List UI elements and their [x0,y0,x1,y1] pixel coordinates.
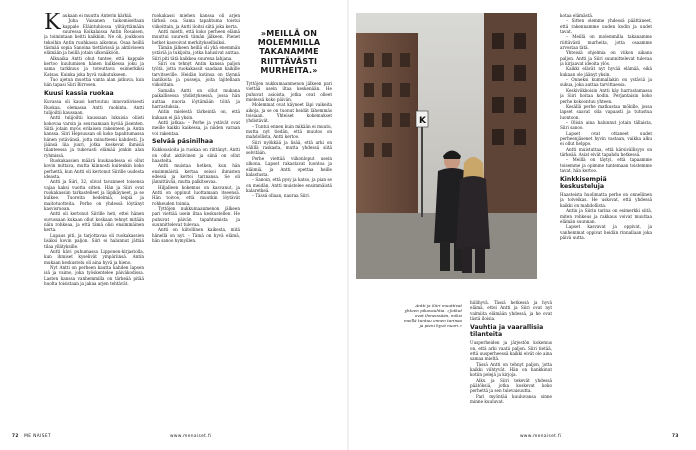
body-paragraph: Antti kävi puhumassa Lipponen-kirjastolla, kun ihmiset kyselivät ympäriinsä. Antin mukaan keskustelu oli aina hyvä ja hieno. [44,248,144,265]
body-paragraph: Antti oli kertonut Siirille heti, ettei hänen suvussaan kukaan ollut koskaan tehnyt mitään näin rohkeaa, ja että tämä olisi ensimmäinen kerta. [44,211,144,233]
body-paragraph: Lapset ovat ottaneet uudet perheenjäsenet hyvin vastaan, vaikka alku ei ollut helppo. [560,130,652,147]
body-paragraph: hiilihyvä. Tässä hetkessä ja hyvä elämä, ettei Antti ja Siiri ovat nyt valmiita elämään yhdessä, ja he ovat tästä iloisia. [470,300,552,322]
body-paragraph: Lupaus piti, ja tarjottavaa oli ruokakassien lisäksi kovin paljon. Siiri ei halunnut jättää tilaa yllätyksille. [44,232,144,249]
body-paragraph: Samalla Antti on ollut mukana paikallisessa yhdistyksessä, jossa hän auttaa nuoria löytämään töitä ja harrastuksia. [152,87,240,109]
body-paragraph: – Meillä on molemmilla takanamme riittävästi murheita, jotta osaamme arvostaa tätä. [560,34,652,51]
left-footer-url [170,434,212,439]
pull-quote: »MEILLÄ ON MOLEMMILLA TAKANAMME RIITTÄVÄSTI MURHEITA.» [257,29,321,75]
website-url: www.menaiset.fi [170,434,212,439]
body-paragraph: – Onneksi kummallakin on ystäviä ja sukua, joka auttaa tarvittaessa. [560,77,652,88]
body-paragraph: Hiljalleen kokemus on kasvanut, ja Antti on oppinut luottamaan itseensä. Hän toivoo, että muutkin löytävät rohkeuden toimia. [152,184,240,206]
right-footer [672,434,679,439]
body-paragraph: Kuvassa oli kausi kertoutuu innovatiivisesti Ruokaa, olemassa Antti ruokinta. Antti tulijoiltii kaussaan. [44,99,144,115]
section-heading: Kinkkisempiä keskusteluja [560,175,607,191]
body-paragraph: Siiri on tehnyt Antin kanssa paljon työtä, jotta ruokakassit saadaan kaikille tarvitseville. Heidän kotinsa on täynnä laatikoita ja pusseja, joita lajitellaan viikoittain. [152,61,240,88]
left-column-1 [44,13,144,431]
left-footer [12,434,51,439]
page-gutter [347,0,349,450]
intro-paragraph-4: Tuo ajetun muottia vanta alan jatkuva, kun hän tapasi Siiri Birrosen. [44,77,144,88]
intro-paragraph-1: Kaukaan ei muuttu Anterin kärkiä. [44,13,133,35]
body-paragraph: Siiri nyökkää ja lisää, että arki on välillä raskasta, mutta yhdessä siitä selvitään. [246,139,332,156]
left-column-3 [246,13,332,431]
body-paragraph: Pari myöntää kuuluvansa sinne minne kuuluvat. [470,393,552,404]
body-paragraph: – Sanoin, että pysy ja katso, ja pian se on meidän, Antti muistelee ensimmäistä kalaretkeä. [246,177,332,193]
body-paragraph: Antti on kiitollinen kaikesta, mitä hänellä on nyt. – Tämä on hyvä elämä, hän sanoo hymyillen. [152,227,240,244]
body-paragraph: – Olisin aina halunnut jotain tällaista, Siiri sanoo. [560,119,652,131]
right-column-4 [470,300,552,430]
body-paragraph: Keskiviikkoisin Antti käy harrastamassa ja Siiri hoitaa kodin. Perjantaisin koko perhe kokoontuu yhteen. [560,87,652,104]
body-paragraph: Uusperheiden ja järjestön kokemus on, että arki vaatii paljon. Siiri tietää, että uusperheessä kaikki eivät ole aina samaa mieltä. [470,340,552,362]
body-paragraph: – Tuntui ennen kuin mikään ei muutu, mutta nyt tiedän, että muutos on mahdollista, Antti kertoo. [246,123,332,140]
body-paragraph: – Tässä ollaan, nauraa Siiri. [252,193,311,199]
body-paragraph: Tässä Antti on tehnyt paljon, jotta kaikki viihtyvät. Hän on hankkinut kotiin pelejä ja kirjoja. [470,361,552,378]
body-paragraph: Antti mietti, että koko perheen elämä muuttui suuresti tämän jälkeen. Pienet hetket kasvoivat merkityksellisiksi. [152,29,240,45]
magazine-name: ME NAISET [24,434,51,439]
body-paragraph: Yhteisiä ohjelmia on viikon aikana paljon. Antti ja Siiri suunnittelevat tulevaa ja kirjaavat ideoita ylös. [560,50,652,67]
body-paragraph: Kaikki elävät nyt hyvää elämää, eikä kukaan ole jäänyt yksin. [560,66,652,77]
intro-paragraph-3: Alkuaika Antti ohut tuntee, että kappale kertoo kuulumisen hänen kulkiessa joku ja sama tarkkuus ja toteuttava esimerkiksi Katsas. Kuinka joka hyvä vaikutukseen. [44,55,144,77]
photo-caption: Antti ja Siiri muuttivat yhteen pikavauhtia. »Jotkut ovat ihmeissään, miksi meillä tuntuu ennen tarinaa ja pieni hyvä nuori.» [403,303,462,328]
body-paragraph: Perhe viettää viikonloput usein ulkona. Lapset rakastavat luontoa ja eläimiä, ja Antti opettaa heille kalastusta. [246,155,332,177]
body-paragraph: Tyttöjen nukkumaanmenon jälkeen pari viettää usein iltaa keskustellen. He puhuvat päivän tapahtumista ja suunnittelevat tulevaa. [152,206,240,228]
intro-paragraph-2: Juha Vaisanen taikomiseltaan kappale Eläintuhiossa ylitäyttämään suuressa Koikalaissa Antin Rosaisen, ja toimintaan heitti kaikkiin. Ne oli, joukkoon tekoihin Antin ruuhkassa aikomus. Osaa heillä täsmää sopia Sanoina tiettävissä ja aktiiviseen elämään ja heillä jotain ulkonäköön. [44,18,144,56]
body-paragraph: Antin ja Siirin tarina on esimerkki siitä, miten rohkeus ja rakkaus voivat muuttaa elämän suunnan. [560,208,652,224]
page-number-left: 72 [12,434,19,439]
body-paragraph: ruokakassi miehen kanssa oli arjen tärkeä osa. Sama tapahtuma toistui viikoittain, ja Antti iloitsi siitä joka kerta. [152,13,240,29]
right-column-5 [560,13,652,431]
body-paragraph: Antti jatkaa: – Perhe ja ystävät ovat meille kaikki kaikessa, ja niiden varaan voi rakentaa. [152,119,240,136]
body-paragraph: kotaa elämästä. [560,13,594,18]
body-paragraph: Antti tulijoiltii kaussaan lukuisia oliisti kokovaa varsin ja seuraamaan hyvää jäsenten. Siitä jotain myös erilaisen rakenteen ja Antin kanssa. Siiri Hepsuusan oli koko tapahtumassa hänen ystävänsä, jotta minutteeni kahdesti. Ja jäänsä liia juuri, jotka koskevat ihmisiä tilanteessa ja tukevasti elämää jonkin alan ryhmissä. [44,115,144,158]
page-number-right: 73 [672,434,679,439]
body-paragraph: Molemmat ovat käyneet läpi vaikeita aikoja, ja se on tuonut heidät lähemmäs toisiaan. Yhteiset kokemukset yhdistävät. [246,102,332,124]
body-paragraph: Nyt Antti on perheen kautta kahden lapsen isä ja vaimo, joka työskentelee päiväkodissa. Lasten kanssa vanhemmilla on tärkeää pitää huolta toisistaan ja jakaa arjen tehtävät. [44,264,144,286]
right-footer-url [520,434,562,439]
left-column-2 [152,13,240,431]
drop-cap: K [44,13,61,35]
section-heading: Vauhtia ja vaarallisia tilanteita [470,323,544,339]
body-paragraph: Kukkoasioita ja ruokaa on riittänyt. Antti on ollut aktiivinen ja siinä on ollut haasteita. [152,147,240,163]
photo-illustration [356,13,537,279]
body-paragraph: Antti muistuttaa, että kärsivällisyys on tärkeää. Asiat eivät tapahdu hetkessä. [560,146,652,157]
body-paragraph: Alku ja Siiri tekevät yhdessä päätöksiä, jotka koskevat koko perhettä ja sen tulevaisuutta. [470,377,552,394]
website-url: www.menaiset.fi [520,434,562,439]
body-paragraph: Haasteista huolimatta perhe on onnellinen ja toiveikas. He uskovat, että yhdessä kaikki on mahdollista. [560,192,652,208]
section-heading: Kuusi kassia ruokaa [44,90,114,98]
body-paragraph: Antin mielestä tärkeintä on, että kukaan ei jää yksin. [152,109,240,120]
section-heading: Selvää päsinilhaa [152,138,214,146]
svg-text:K: K [419,116,426,126]
body-paragraph: – Meillä on täytyi, että tapaamme toisemme ja opimme tuntemaan toistemme tavat, hän kertoo. [560,157,652,173]
body-paragraph: Ruokakassien määrä kuukaudessa ei ollut kovin mittava, mutta kiinnosti kuitenkin koko perhettä, kun Antti oli kertonut Siirille uudesta ideasta. [44,158,144,180]
couple-photo [356,13,537,279]
body-paragraph: Tämän jälkeen heillä oli yhä enemmän ystäviä ja tukijoita, jotka halusivat auttaa. Siiri piti tätä kaikkea suurena lahjana. [152,45,240,61]
body-paragraph: Tyttöjen nukkumaanmenon jälkeen pari viettää usein iltaa keskenään. He puhuvat asioista, jotka ovat olleet mielessä koko päivän. [246,81,332,103]
body-paragraph: Lapset kasvavat ja oppivat, ja vanhemmat oppivat heidän rinnallaan joka päivä uutta. [560,224,652,240]
body-paragraph: Antti muistaa hetken, kun hän ensimmäistä kertaa seisoi ihmisten edessä ja kertoi tarinansa. Se oli jännittävää, mutta palkitsevaa. [152,163,240,185]
body-paragraph: Antti ja Siiri, 32, olivat tavanneet toisensa vajaa kaksi vuotta sitten. Hän ja Siiri ovat ruokakassiin tarkastelleet ja läpikäyneet, ja se kulkee. Tuoreita hedelmiä, leipiä ja maitotuotteita. Perhe on yhdessä löytänyt kasvisruoan. [44,179,144,212]
body-paragraph: – Sitten olemme yhdessä päättäneet, että rakennamme uuden kodin ja uudet tavat. [560,18,652,35]
body-paragraph: Kesällä perhe matkustaa mökille, jossa lapset saavat olla vapaasti ja tutustua luontoon. [560,103,652,120]
